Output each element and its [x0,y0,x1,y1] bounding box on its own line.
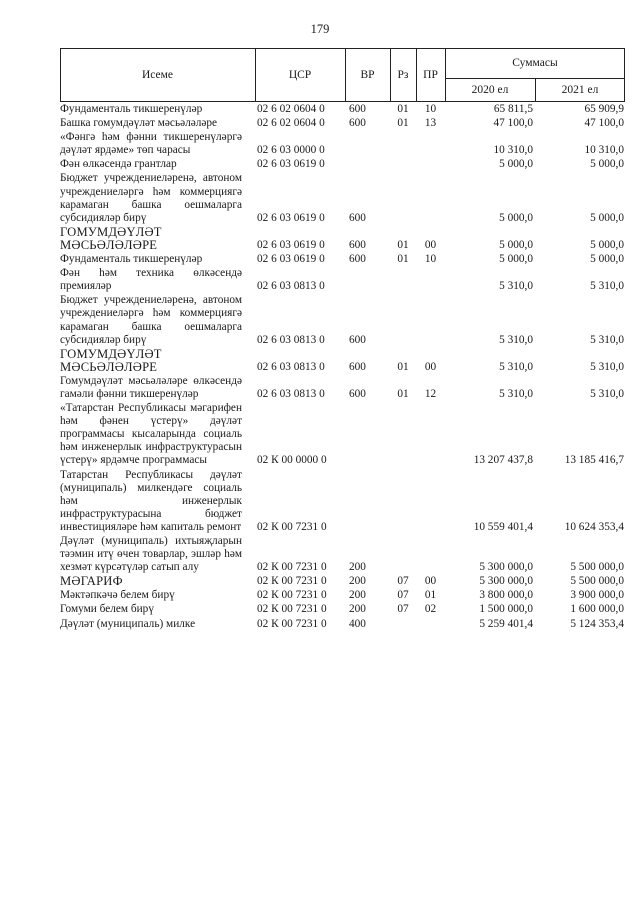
row-name: Фундаменталь тикшеренүләр [60,253,203,266]
row-rz [390,171,416,172]
page-number: 179 [310,22,330,36]
table-row [60,589,625,603]
row-csr: 02 6 03 0619 0 [257,158,325,171]
row-rz [390,347,416,348]
row-rz: 07 [397,575,409,588]
row-csr: 02 К 00 0000 0 [257,454,327,467]
row-csr: 02 6 03 0813 0 [257,360,325,373]
row-sum-2020: 5 000,0 [499,253,533,266]
row-pr: 00 [424,360,437,373]
table-body [60,103,625,632]
row-csr: 02 К 00 7231 0 [257,520,327,533]
row-sum-2021: 5 124 353,4 [570,617,624,630]
row-sum-2021: 5 310,0 [590,280,624,293]
row-sum-2020: 5 310,0 [499,280,533,293]
row-pr [416,171,445,172]
row-vr: 600 [349,387,366,400]
header-name: Исеме [141,69,174,81]
row-name: «Фәнгә һәм фәнни тикшеренүләргә дәүләт ярдәме» төп чарасы [60,131,242,157]
row-pr [416,534,445,535]
row-vr: 600 [349,253,366,266]
row-name: Татарстан Республикасы дәүләт (муниципаль) милкендәге социаль һәм инженерлык инфраструктурасына бюджет инвестицияләре һәм капиталь ремонт [60,468,242,533]
table-row [60,618,625,632]
row-sum-2021: 65 909,9 [584,103,624,115]
row-sum-2021: 5 500 000,0 [570,575,624,588]
table-row [60,575,625,589]
row-name: Гомуми белем бирү [60,603,154,616]
row-name: МӘГАРИФ [60,574,123,589]
row-vr: 200 [349,603,366,616]
table-row [60,131,625,158]
row-sum-2021: 47 100,0 [584,117,624,130]
row-rz: 01 [397,103,409,115]
row-csr: 02 К 00 7231 0 [257,561,327,574]
row-sum-2020: 65 811,5 [493,103,533,115]
header-sums: Суммасы [512,57,558,69]
row-name: Мәктәпкәчә белем бирү [60,589,175,602]
header-rz: Рз [397,69,409,81]
row-sum-2021: 5 310,0 [590,333,624,346]
row-rz [390,157,416,158]
row-csr: 02 6 03 0619 0 [257,211,325,224]
row-sum-2021: 3 900 000,0 [570,589,624,602]
row-sum-2021: 5 000,0 [590,253,624,266]
row-sum-2021: 10 624 353,4 [564,520,624,533]
table-row [60,402,625,468]
table-row [60,469,625,535]
row-name: ГОМУМДӘҮЛӘТ МӘСЬӘЛӘЛӘРЕ [60,224,162,252]
table-row [60,267,625,294]
row-rz [390,293,416,294]
row-rz [390,631,416,632]
table-header [60,48,625,102]
row-pr: 02 [424,603,437,616]
row-csr: 02 К 00 7231 0 [257,575,327,588]
row-rz: 01 [397,387,409,400]
row-name: Фундаменталь тикшеренүләр [60,103,203,115]
row-csr: 02 6 03 0000 0 [257,144,325,157]
row-name: Дәүләт (муниципаль) милке [60,617,196,630]
header-vr: ВР [360,69,375,81]
row-sum-2021: 10 310,0 [584,144,624,157]
row-rz [390,468,416,469]
table-row [60,172,625,225]
table-row [60,535,625,575]
row-sum-2020: 10 310,0 [493,144,533,157]
row-sum-2020: 5 300 000,0 [479,561,533,574]
row-pr: 10 [424,103,437,115]
row-name: Гомумдәүләт мәсьәләләре өлкәсендә гамәли фәнни тикшеренүләр [60,374,242,400]
row-vr: 600 [349,103,366,115]
row-rz: 01 [397,238,409,251]
row-csr: 02 6 03 0813 0 [257,280,325,293]
row-sum-2020: 1 500 000,0 [479,603,533,616]
row-rz [390,225,416,226]
row-rz: 01 [397,117,409,130]
row-pr [416,468,445,469]
row-rz: 07 [397,589,409,602]
row-name: «Татарстан Республикасы мәгарифен һәм фәнен үстерү» дәүләт программасы кысаларында социаль һәм инженерлык инфраструктурасын үстерү» ярдәмче программасы [60,402,242,467]
row-vr [345,157,390,158]
row-sum-2021: 1 600 000,0 [570,603,624,616]
row-csr: 02 К 00 7231 0 [257,617,327,630]
row-csr: 02 К 00 7231 0 [257,589,327,602]
row-pr [416,225,445,226]
row-csr: 02 6 03 0619 0 [257,238,325,251]
row-sum-2021: 5 000,0 [590,211,624,224]
row-csr: 02 6 02 0604 0 [257,103,325,115]
row-pr: 00 [424,238,437,251]
row-rz: 01 [397,360,409,373]
row-rz: 01 [397,253,409,266]
table-row [60,103,625,117]
row-vr [345,468,390,469]
row-sum-2020: 13 207 437,8 [473,454,533,467]
row-sum-2021: 5 310,0 [590,387,624,400]
table-row [60,226,625,253]
row-vr: 600 [349,117,366,130]
row-vr: 600 [349,360,366,373]
row-sum-2020: 5 310,0 [499,387,533,400]
row-pr [416,631,445,632]
row-pr [416,347,445,348]
row-vr: 600 [349,238,366,251]
budget-table [60,48,625,632]
row-vr: 600 [349,333,366,346]
row-sum-2021: 5 000,0 [590,158,624,171]
row-pr: 13 [424,117,437,130]
table-row [60,348,625,375]
header-pr: ПР [423,69,438,81]
row-sum-2020: 5 259 401,4 [479,617,533,630]
row-vr: 200 [349,589,366,602]
row-sum-2020: 5 310,0 [499,360,533,373]
row-name: Дәүләт (муниципаль) ихтыяҗларын тәэмин итү өчен товарлар, эшләр һәм хезмәт күрсәтүләр сатып алу [60,535,242,574]
row-pr: 01 [424,589,437,602]
row-sum-2020: 5 310,0 [499,333,533,346]
row-sum-2020: 5 300 000,0 [479,575,533,588]
table-row [60,253,625,267]
row-sum-2021: 5 000,0 [590,238,624,251]
row-pr: 12 [424,387,437,400]
row-vr [345,171,390,172]
row-csr: 02 6 03 0619 0 [257,253,325,266]
header-year-2021: 2021 ел [561,84,599,96]
row-name: Башка гомумдәүләт мәсьәләләре [60,117,218,130]
row-rz [390,534,416,535]
row-name: Бюджет учреждениеләренә, автоном учреждениеләргә һәм коммерциягә карамаган башка оешмаларга субсидияләр бирү [60,172,242,224]
row-sum-2020: 47 100,0 [493,117,533,130]
row-name: Бюджет учреждениеләренә, автоном учреждениеләргә һәм коммерциягә карамаган башка оешмаларга субсидияләр бирү [60,294,242,346]
table-row [60,375,625,402]
row-vr [345,293,390,294]
header-csr: ЦСР [288,69,312,81]
table-row [60,158,625,172]
row-sum-2021: 5 500 000,0 [570,561,624,574]
table-row [60,294,625,347]
header-year-2020: 2020 ел [471,84,509,96]
row-vr: 400 [349,617,366,630]
row-name: ГОМУМДӘҮЛӘТ МӘСЬӘЛӘЛӘРЕ [60,346,162,374]
row-sum-2021: 5 310,0 [590,360,624,373]
row-sum-2021: 13 185 416,7 [564,454,624,467]
row-csr: 02 К 00 7231 0 [257,603,327,616]
row-csr: 02 6 03 0813 0 [257,333,325,346]
row-sum-2020: 10 559 401,4 [473,520,533,533]
table-row [60,117,625,131]
row-sum-2020: 5 000,0 [499,158,533,171]
row-rz: 07 [397,603,409,616]
row-pr: 10 [424,253,437,266]
row-vr: 200 [349,561,366,574]
row-csr: 02 6 03 0813 0 [257,387,325,400]
row-pr [416,293,445,294]
row-name: Фән өлкәсендә грантлар [60,158,177,171]
table-row [60,603,625,617]
row-sum-2020: 5 000,0 [499,211,533,224]
row-vr: 200 [349,575,366,588]
row-csr: 02 6 02 0604 0 [257,117,325,130]
row-pr: 00 [424,575,437,588]
row-vr: 600 [349,211,366,224]
row-pr [416,157,445,158]
row-sum-2020: 5 000,0 [499,238,533,251]
row-vr [345,534,390,535]
row-sum-2020: 3 800 000,0 [479,589,533,602]
row-name: Фән һәм техника өлкәсендә премияләр [60,267,242,293]
